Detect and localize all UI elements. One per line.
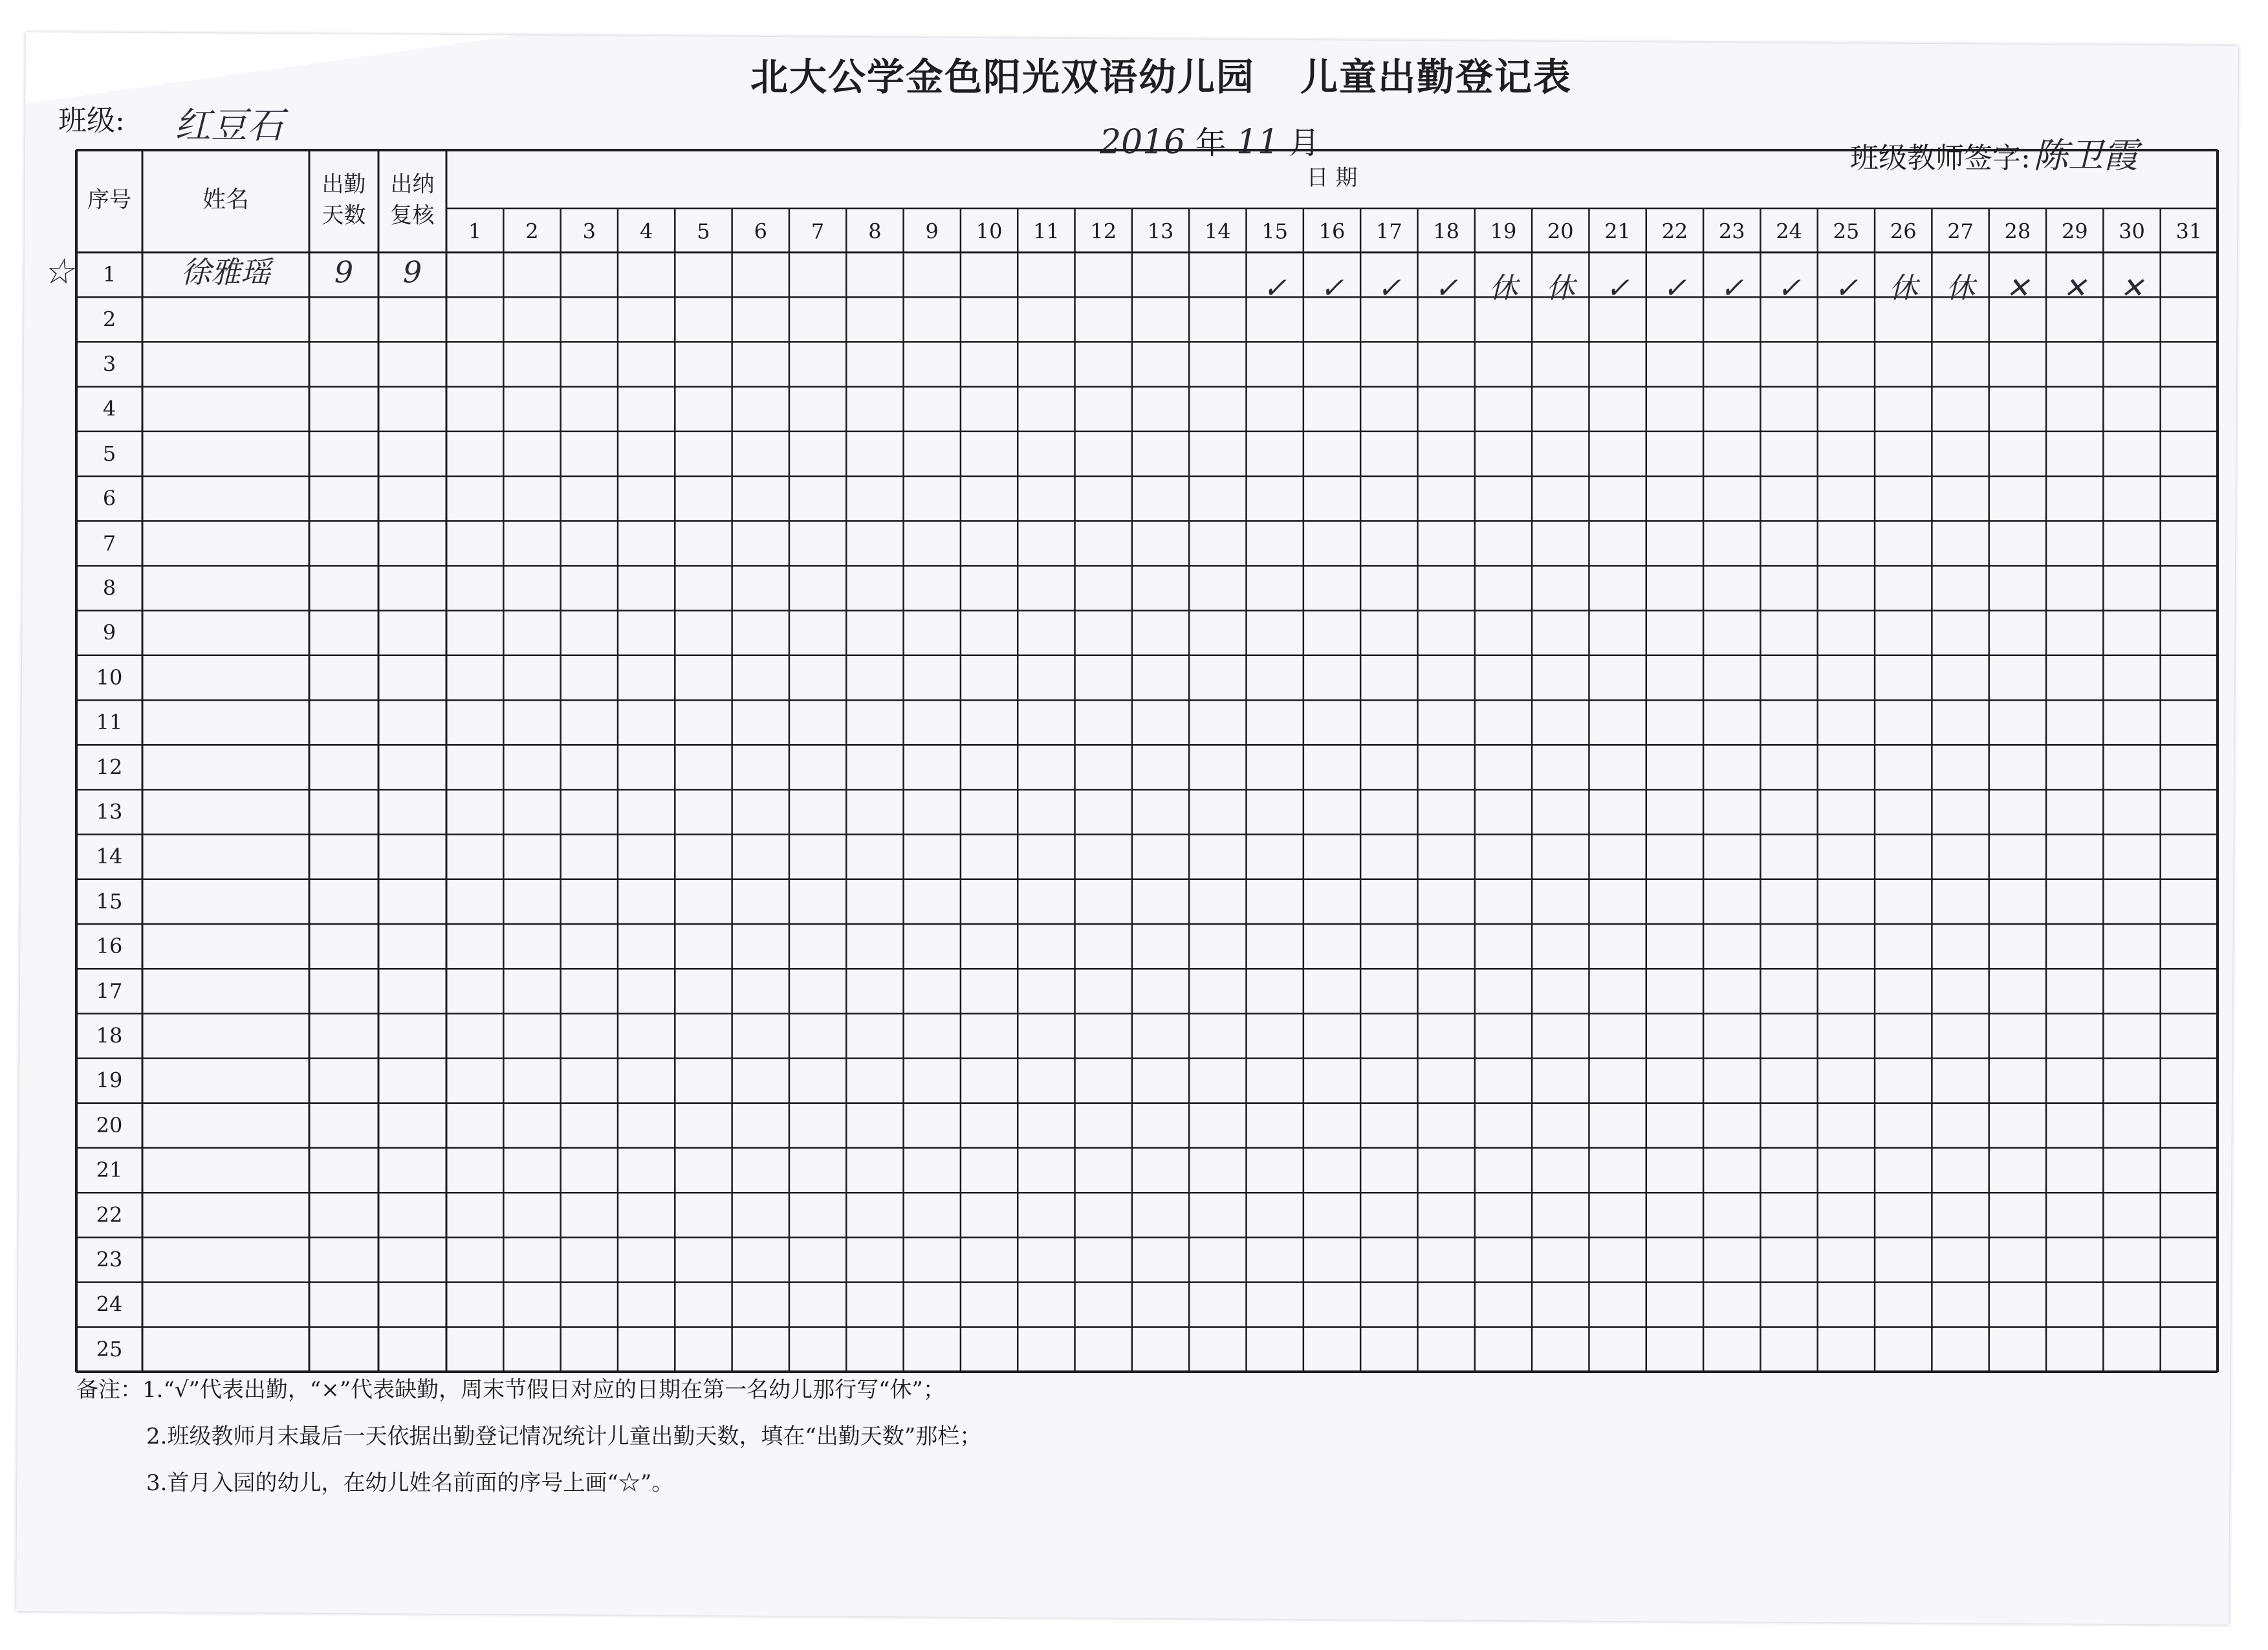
row-number: 13 [96,799,123,824]
note-2: 2.班级教师月末最后一天依据出勤登记情况统计儿童出勤天数，填在“出勤天数”那栏； [146,1424,982,1449]
day-number: 17 [1375,219,1402,244]
form-name: 儿童出勤登记表 [1300,55,1573,99]
attendance-mark: ✓ [1320,272,1344,305]
date-month: 11 [1236,123,1280,162]
day-number: 23 [1718,219,1745,244]
attendance-mark: ✓ [1719,272,1744,305]
student-name: 徐雅瑶 [181,254,270,290]
class-label: 班级: [58,104,125,137]
date-month-unit: 月 [1289,125,1320,161]
attendance-mark: ✕ [2120,272,2144,305]
day-number: 4 [639,219,653,244]
day-number: 22 [1661,219,1688,244]
day-number: 1 [468,219,482,244]
header-name: 姓名 [202,186,250,213]
day-number: 26 [1890,219,1917,244]
date-year: 2016 [1100,123,1186,162]
row-number: 19 [96,1068,123,1093]
attendance-mark: ✓ [1434,272,1459,305]
day-number: 11 [1033,219,1060,244]
row-number: 2 [102,307,116,332]
row-number: 17 [96,978,123,1004]
day-number: 12 [1090,219,1117,244]
day-number: 2 [525,219,539,244]
class-value: 红豆石 [175,105,283,147]
row-number: 7 [102,531,116,556]
row-number: 9 [102,620,116,645]
row-number: 15 [96,888,123,914]
student-cashier-check: 9 [402,254,422,290]
header-cashier-check-line2: 复核 [390,203,435,228]
row-number: 4 [102,396,116,421]
notes [76,1367,981,1506]
row-number: 25 [96,1336,123,1361]
row-number: 16 [96,934,123,959]
day-number: 3 [582,219,596,244]
row-number: 24 [96,1292,123,1317]
header-seq: 序号 [87,187,131,213]
day-number: 13 [1147,219,1174,244]
teacher-signature-label: 班级教师签字: [1850,142,2031,175]
row-number: 21 [96,1158,123,1183]
row-number: 6 [102,486,116,511]
row-number: 12 [96,754,123,780]
day-number: 7 [811,219,825,244]
attendance-mark: 休 [1488,272,1518,305]
day-number: 19 [1490,219,1517,244]
attendance-mark: 休 [1546,272,1575,305]
attendance-mark: 休 [1946,272,1975,305]
attendance-mark: ✓ [1663,272,1687,305]
day-number: 30 [2119,219,2145,244]
header-attendance-days-line2: 天数 [322,203,366,228]
row-number: 8 [102,575,116,600]
day-number: 16 [1318,219,1346,244]
row-number: 14 [96,844,123,869]
day-number: 20 [1547,219,1574,244]
date-year-unit: 年 [1195,125,1227,161]
day-number: 8 [868,219,882,244]
header-attendance-days-line1: 出勤 [322,171,366,197]
row-number: 3 [102,351,116,377]
school-name: 北大公学金色阳光双语幼儿园 [750,55,1256,99]
row-number: 18 [96,1023,123,1048]
day-number: 31 [2175,219,2203,244]
day-number: 5 [697,219,710,244]
first-entry-star-mark: ☆ [43,251,74,292]
row-number: 23 [96,1247,123,1272]
note-3: 3.首月入园的幼儿，在幼儿姓名前面的序号上画“☆”。 [146,1470,674,1496]
row-number: 5 [102,441,116,466]
attendance-mark: 休 [1889,272,1918,305]
attendance-mark: ✕ [2062,272,2087,305]
day-number: 9 [925,219,939,244]
attendance-mark: ✓ [1263,272,1287,305]
attendance-mark: ✕ [2005,272,2030,305]
teacher-signature: 陈卫霞 [2033,135,2138,176]
attendance-mark: ✓ [1606,272,1630,305]
header-date-group: 日 期 [1306,165,1358,191]
day-number: 15 [1261,219,1289,244]
row-number: 10 [96,665,123,690]
row-number: 22 [96,1202,123,1227]
day-number: 21 [1604,219,1631,244]
day-number: 10 [976,219,1003,244]
attendance-mark: ✓ [1777,272,1802,305]
day-number: 25 [1833,219,1860,244]
attendance-mark: ✓ [1377,272,1401,305]
note-1: 备注：1.“√”代表出勤，“×”代表缺勤，周末节假日对应的日期在第一名幼儿那行写“休”； [76,1377,945,1403]
day-number: 14 [1204,219,1231,244]
day-number: 6 [754,219,767,244]
header-cashier-check-line1: 出纳 [390,171,435,197]
attendance-mark: ✓ [1834,272,1859,305]
day-number: 24 [1776,219,1802,244]
day-number: 29 [2061,219,2088,244]
student-attendance-days: 9 [334,254,354,290]
day-number: 18 [1433,219,1460,244]
row-number: 1 [102,262,116,287]
row-number: 20 [96,1112,123,1138]
row-number: 11 [96,710,123,735]
day-number: 27 [1947,219,1974,244]
day-number: 28 [2004,219,2031,244]
